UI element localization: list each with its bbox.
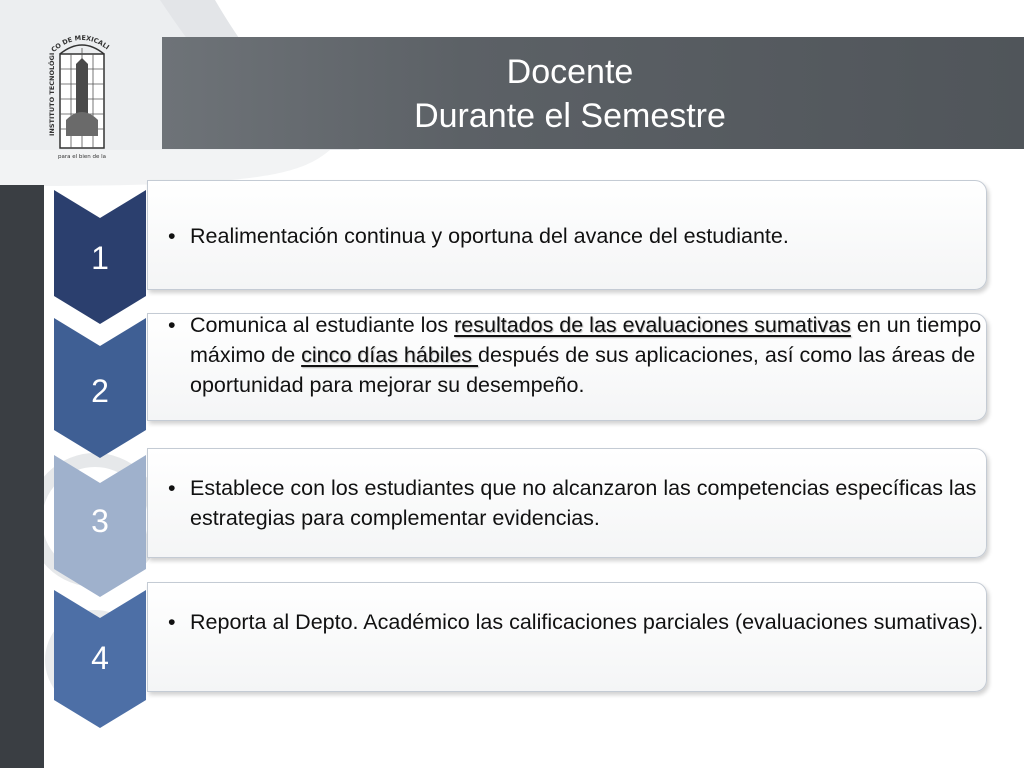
slide-title — [300, 50, 840, 138]
step-2-card — [147, 313, 987, 421]
svg-text:para el bien de la: para el bien de la — [57, 154, 107, 160]
title-line-2: Durante el Semestre — [414, 97, 726, 135]
step-3-chevron — [54, 455, 146, 597]
step-4-text: • Reporta al Depto. Académico las calificaciones parciales (evaluaciones sumativas). — [168, 610, 984, 634]
step-3-number: 3 — [91, 503, 109, 539]
step-3-text: • Establece con los estudiantes que no alcanzaron las competencias específicas las estrategias para complementar evidencias. — [168, 476, 977, 530]
step-3-card — [147, 448, 987, 558]
step-4-card — [147, 582, 987, 692]
title-line-1: Docente — [506, 53, 634, 91]
step-2-number: 2 — [91, 373, 109, 409]
step-1-chevron — [54, 190, 146, 324]
institute-seal-icon — [40, 24, 124, 164]
step-4-number: 4 — [91, 640, 109, 676]
svg-text:INSTITUTO TECNOLÓGICO DE MEXIC: INSTITUTO TECNOLÓGICO DE MEXICALI — [48, 33, 111, 136]
step-1-number: 1 — [91, 240, 109, 276]
step-2-chevron — [54, 318, 146, 458]
step-2-text: • Comunica al estudiante los resultados de las evaluaciones sumativas en un tiempo máximo de cinco días hábiles después de sus aplicaciones, así como las áreas de oportunidad para mejorar su desempeño. — [168, 313, 982, 397]
step-1-text: • Realimentación continua y oportuna del avance del estudiante. — [168, 224, 789, 248]
step-4-chevron — [54, 590, 146, 728]
step-1-card — [147, 180, 987, 290]
underlined-phrase-days: cinco días hábiles — [301, 343, 479, 367]
underlined-phrase-results: resultados de las evaluaciones sumativas — [454, 313, 851, 337]
